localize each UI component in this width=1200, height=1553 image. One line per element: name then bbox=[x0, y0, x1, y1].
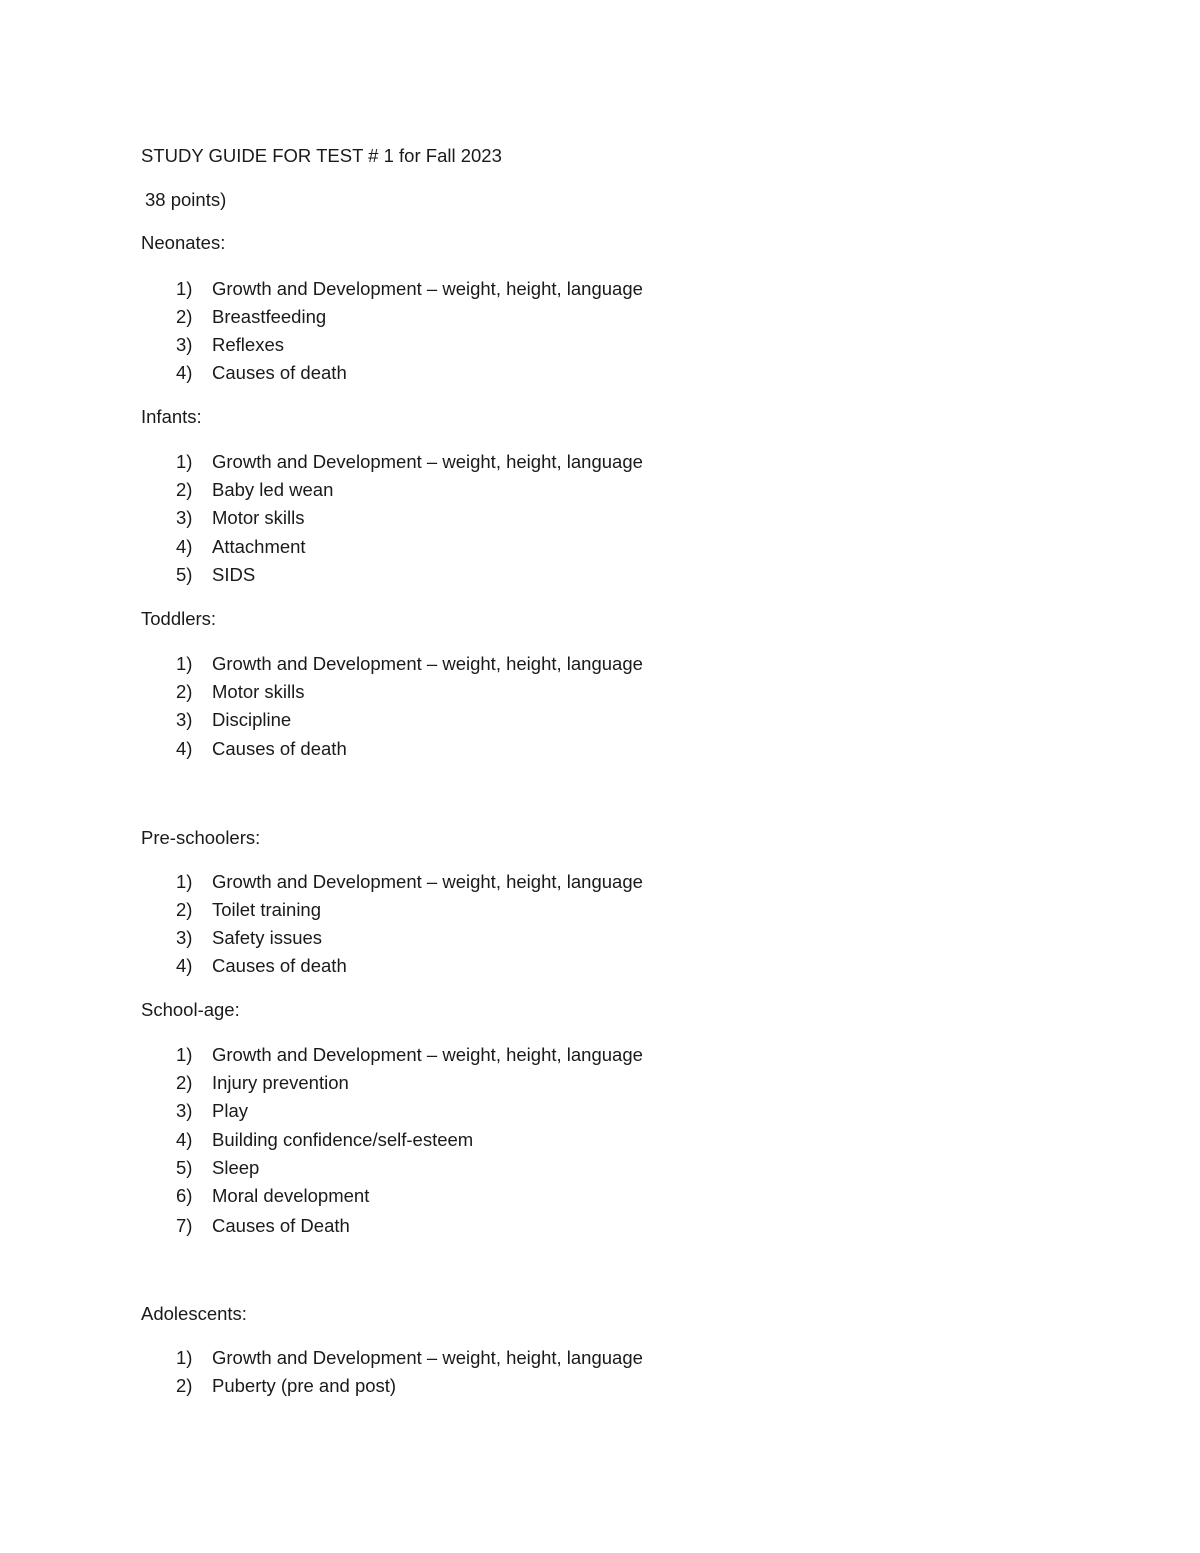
list-item-number: 1) bbox=[176, 278, 193, 299]
list-item-number: 1) bbox=[176, 653, 193, 674]
list-item: Growth and Development – weight, height, language bbox=[212, 653, 643, 674]
list-item: Baby led wean bbox=[212, 479, 334, 500]
list-item-number: 1) bbox=[176, 451, 193, 472]
section-heading-toddlers: Toddlers: bbox=[141, 608, 217, 629]
list-item-number: 3) bbox=[176, 507, 193, 528]
list-item-number: 2) bbox=[176, 681, 193, 702]
list-item: Breastfeeding bbox=[212, 306, 327, 327]
list-item: Growth and Development – weight, height, language bbox=[212, 1347, 643, 1368]
list-item: Attachment bbox=[212, 536, 306, 557]
list-item: Safety issues bbox=[212, 927, 323, 948]
list-item-number: 2) bbox=[176, 479, 193, 500]
list-item: Toilet training bbox=[212, 899, 322, 920]
list-item: Growth and Development – weight, height, language bbox=[212, 1044, 643, 1065]
list-item-number: 3) bbox=[176, 927, 193, 948]
list-item-number: 2) bbox=[176, 1072, 193, 1093]
list-item: Causes of death bbox=[212, 362, 347, 383]
list-item-number: 5) bbox=[176, 564, 193, 585]
list-item-number: 3) bbox=[176, 334, 193, 355]
list-item: Puberty (pre and post) bbox=[212, 1375, 397, 1396]
list-item-number: 4) bbox=[176, 955, 193, 976]
section-heading-neonates: Neonates: bbox=[141, 232, 226, 253]
list-item: SIDS bbox=[212, 564, 256, 585]
list-item: Sleep bbox=[212, 1157, 260, 1178]
list-item: Injury prevention bbox=[212, 1072, 349, 1093]
list-item-number: 2) bbox=[176, 306, 193, 327]
list-item-number: 2) bbox=[176, 899, 193, 920]
list-item-number: 7) bbox=[176, 1215, 193, 1236]
list-item: Motor skills bbox=[212, 507, 305, 528]
document-title: STUDY GUIDE FOR TEST # 1 for Fall 2023 bbox=[141, 145, 502, 166]
section-heading-infants: Infants: bbox=[141, 406, 202, 427]
list-item: Discipline bbox=[212, 709, 292, 730]
list-item-number: 4) bbox=[176, 536, 193, 557]
list-item-number: 6) bbox=[176, 1185, 193, 1206]
list-item-number: 4) bbox=[176, 1129, 193, 1150]
list-item-number: 3) bbox=[176, 1100, 193, 1121]
section-heading-school-age: School-age: bbox=[141, 999, 240, 1020]
list-item-number: 4) bbox=[176, 738, 193, 759]
list-item: Causes of death bbox=[212, 955, 347, 976]
section-heading-pre-schoolers: Pre-schoolers: bbox=[141, 827, 261, 848]
list-item: Causes of Death bbox=[212, 1215, 350, 1236]
list-item: Causes of death bbox=[212, 738, 347, 759]
list-item: Growth and Development – weight, height, language bbox=[212, 451, 643, 472]
section-heading-adolescents: Adolescents: bbox=[141, 1303, 247, 1324]
list-item-number: 4) bbox=[176, 362, 193, 383]
list-item: Play bbox=[212, 1100, 248, 1121]
list-item-number: 1) bbox=[176, 1347, 193, 1368]
list-item: Building confidence/self-esteem bbox=[212, 1129, 474, 1150]
list-item-number: 3) bbox=[176, 709, 193, 730]
points-line: 38 points) bbox=[145, 189, 227, 210]
list-item: Motor skills bbox=[212, 681, 305, 702]
list-item-number: 5) bbox=[176, 1157, 193, 1178]
list-item: Moral development bbox=[212, 1185, 370, 1206]
list-item-number: 2) bbox=[176, 1375, 193, 1396]
list-item-number: 1) bbox=[176, 1044, 193, 1065]
list-item: Growth and Development – weight, height, language bbox=[212, 278, 643, 299]
list-item: Growth and Development – weight, height, language bbox=[212, 871, 643, 892]
list-item: Reflexes bbox=[212, 334, 284, 355]
list-item-number: 1) bbox=[176, 871, 193, 892]
